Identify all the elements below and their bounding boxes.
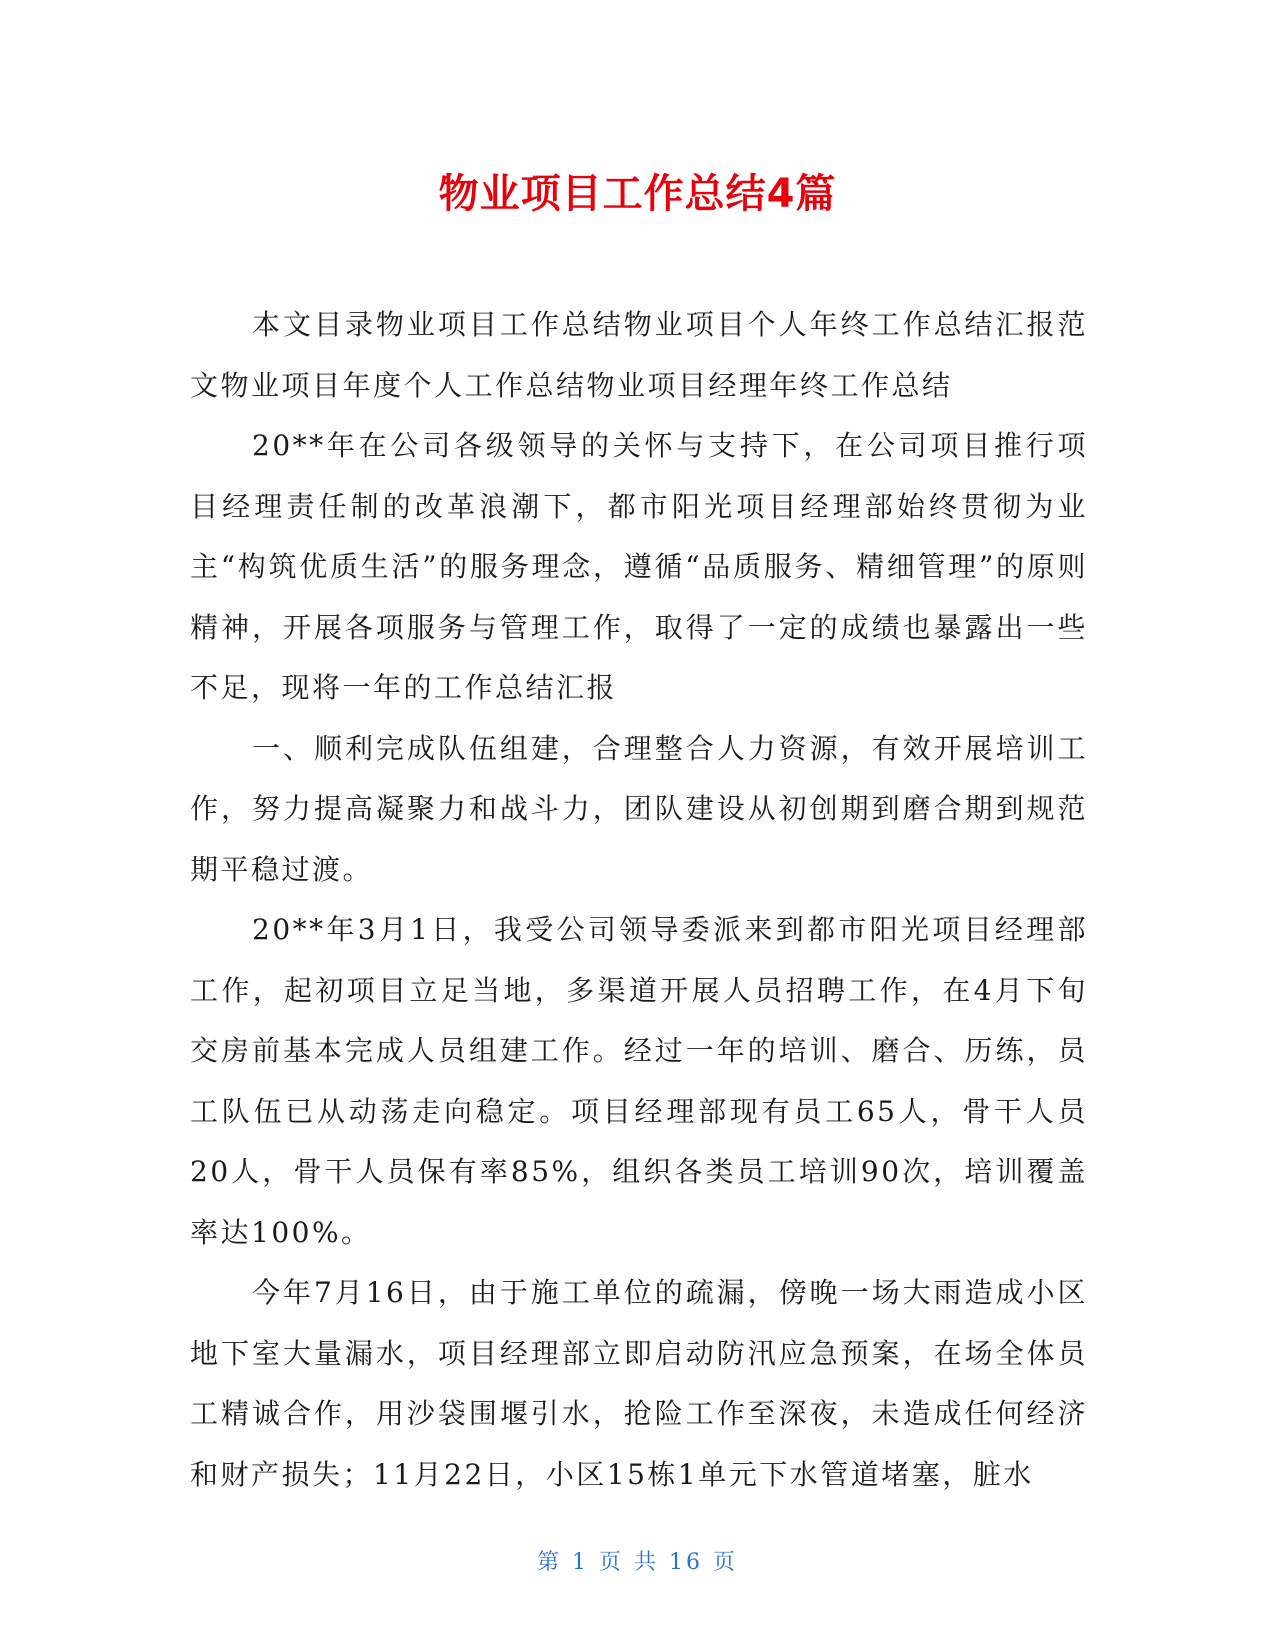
page-number-footer: 第 1 页 共 16 页 [537,1550,738,1575]
paragraph-section-one-heading: 一、顺利完成队伍组建，合理整合人力资源，有效开展培训工作，努力提高凝聚力和战斗力，团队建设从初创期到磨合期到规范期平稳过渡。 [190,731,1088,886]
document-body [190,295,1088,1505]
paragraph-emergency-response: 今年7月16日，由于施工单位的疏漏，傍晚一场大雨造成小区地下室大量漏水，项目经理部立即启动防汛应急预案，在场全体员工精诚合作，用沙袋围堰引水，抢险工作至深夜，未造成任何经济和财产损失；11月22日，小区15栋1单元下水管道堵塞，脏水 [190,1276,1088,1491]
paragraph-intro: 20**年在公司各级领导的关怀与支持下，在公司项目推行项目经理责任制的改革浪潮下，都市阳光项目经理部始终贯彻为业主“构筑优质生活”的服务理念，遵循“品质服务、精细管理”的原则精神，开展各项服务与管理工作，取得了一定的成绩也暴露出一些不足，现将一年的工作总结汇报 [190,429,1088,704]
paragraph-toc: 本文目录物业项目工作总结物业项目个人年终工作总结汇报范文物业项目年度个人工作总结物业项目经理年终工作总结 [190,308,1088,402]
document-title: 物业项目工作总结4篇 [438,171,837,217]
paragraph-team-building: 20**年3月1日，我受公司领导委派来到都市阳光项目经理部工作，起初项目立足当地，多渠道开展人员招聘工作，在4月下旬交房前基本完成人员组建工作。经过一年的培训、磨合、历练，员工队伍已从动荡走向稳定。项目经理部现有员工65人，骨干人员20人，骨干人员保有率85%，组织各类员工培训90次，培训覆盖率达100%。 [190,913,1088,1249]
